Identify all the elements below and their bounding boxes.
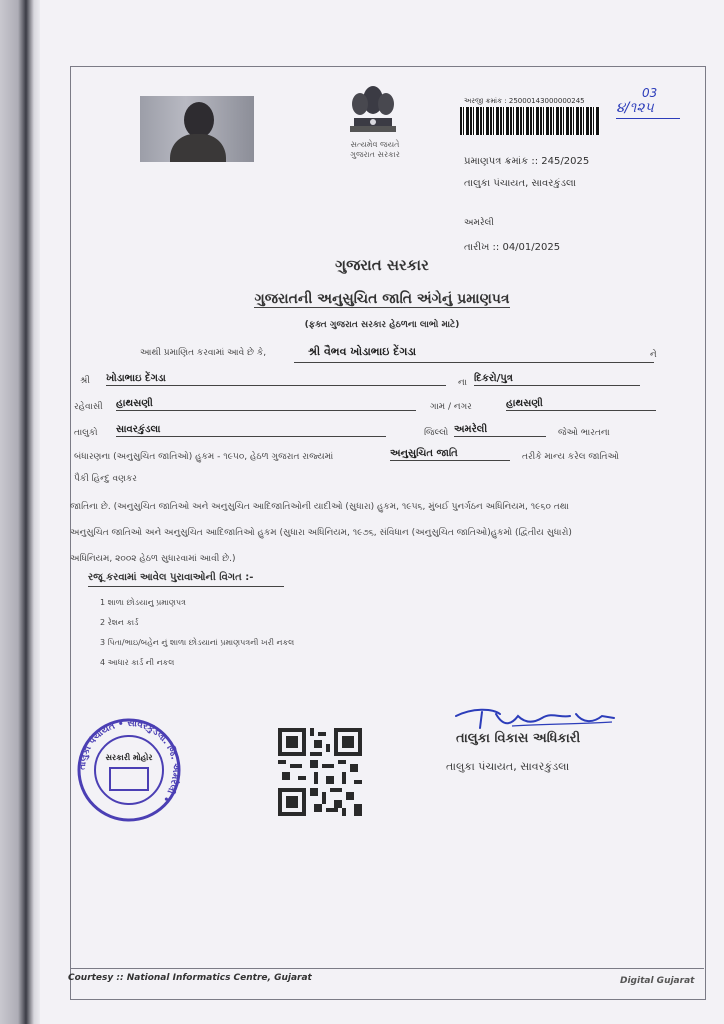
certificate-page (40, 0, 724, 1024)
title-certificate (40, 291, 724, 307)
evidence-item-2: 2 રેશન કાર્ડ (100, 618, 139, 627)
caste-value: હિન્દુ વણકર (91, 474, 137, 484)
evidence-heading: રજૂ કરવામાં આવેલ પુરાવાઓની વિગત :- (88, 572, 284, 587)
ne-text: ને (650, 350, 657, 360)
resident-value: હાથસણી (116, 398, 416, 411)
certificate-number: પ્રમાણપત્ર ક્રમાંક :: 245/2025 (464, 156, 590, 167)
applicant-name: શ્રી વૈભવ ખોડાભાઇ દેંગડા (308, 345, 417, 358)
handwritten-bottom: ૪/૧૨૫ (616, 100, 654, 116)
ashoka-emblem-icon (340, 76, 406, 136)
photo-body (170, 134, 226, 162)
applicant-name-underline (294, 362, 654, 363)
evidence-item-1: 1 શાળા છોડયાનુ પ્રમાણપત્ર (100, 598, 186, 607)
handwritten-top: 03 (642, 86, 658, 100)
village-value: હાથસણી (506, 398, 656, 411)
title-government: ગુજરાત સરકાર (335, 256, 429, 274)
legal-line-2: અનુસુચિત જાતિઓ અને અનુસુચિત આદિજાતિઓ હુકમ (સુધારા અધિનિયમ, ૧૯૭૬, સંવિધાન (અનુસુચિત જાતિઓ)હુકમો (દ્વિતીય સુધારો) (70, 528, 572, 538)
signature-icon (452, 704, 622, 734)
handwritten-underline (616, 118, 680, 119)
certify-text: આથી પ્રમાણિત કરવામાં આવે છે કે, (140, 348, 267, 358)
constitution-text: બંધારણના (અનુસુચિત જાતિઓ) હુકમ - ૧૯૫૦, હેઠળ ગુજરાત રાજ્યમાં (74, 452, 334, 462)
caste-line (74, 474, 137, 484)
scan-edge (0, 0, 40, 1024)
header-district: અમરેલી (464, 218, 494, 228)
father-name: ખોડાભાઇ દેંગડા (106, 373, 446, 386)
qr-code-icon (278, 728, 362, 816)
legal-paragraph (70, 494, 684, 572)
application-number-value: 25000143000000245 (508, 97, 585, 105)
recognised-text: તરીકે માન્ય કરેલ જાતિઓ (522, 452, 619, 462)
taluka-label: તાલુકો (74, 428, 98, 438)
signatory-designation: તાલુકા વિકાસ અધિકારી (456, 731, 581, 746)
photo-head (184, 102, 214, 138)
seal-ring-text: તાલુકા પંચાયત • સાવરકુંડલા. જિ. અમરેલી • (77, 718, 181, 804)
issue-date-value: 04/01/2025 (502, 242, 561, 253)
shri-prefix: શ્રી (80, 376, 90, 386)
barcode (460, 107, 600, 135)
footer-divider (70, 968, 704, 969)
issue-date: તારીખ :: 04/01/2025 (464, 242, 561, 253)
title-subtitle: (ફક્ત ગુજરાત સરકાર હેઠળના લાભો માટે) (304, 320, 460, 330)
emblem-caption (330, 140, 420, 160)
na-text: ના (458, 378, 467, 388)
certificate-number-value: 245/2025 (541, 156, 590, 167)
legal-line-3: અધિનિયમ, ૨૦૦૨ હેઠળ સુધારવામાં આવી છે.) (70, 554, 236, 564)
applicant-photo (140, 96, 254, 162)
resident-label: રહેવાસી (74, 402, 103, 412)
seal-center-text: સરકારી મોહોર (105, 753, 153, 762)
application-number: અરજી ક્રમાંક : 25000143000000245 (464, 97, 585, 105)
application-number-label: અરજી ક્રમાંક (464, 97, 503, 105)
district-value: અમરેલી (454, 424, 546, 437)
footer-courtesy: Courtesy :: National Informatics Centre, Gujarat (68, 973, 312, 983)
emblem-gov: ગુજરાત સરકાર (350, 150, 400, 159)
issue-date-label: તારીખ (464, 242, 490, 253)
district-label: જિલ્લો (424, 428, 449, 438)
header-office: તાલુકા પંચાયત, સાવરકુંડલા (464, 178, 576, 189)
category-value: અનુસુચિત જાતિ (390, 448, 510, 461)
legal-line-1: જાતિના છે. (અનુસુચિત જાતિઓ અને અનુસુચિત આદિજાતિઓની યાદીઓ (સુધારા) હુકમ, ૧૯૫૬, મુંબઈ પુનર્ગઠન અધિનિયમ, ૧૯૬૦ તથા (70, 502, 569, 512)
official-seal-icon (66, 718, 192, 822)
caste-prefix: પૈકી (74, 474, 89, 484)
evidence-item-4: 4 આધાર કાર્ડ ની નકલ (100, 658, 175, 667)
village-label: ગામ / નગર (430, 402, 472, 412)
title-certificate-text: ગુજરાતની અનુસુચિત જાતિ અંગેનું પ્રમાણપત્ર (254, 291, 510, 307)
emblem-motto: સત્યમેવ જયતે (350, 140, 400, 149)
handwritten-note (616, 86, 680, 119)
taluka-value: સાવરકુંડલા (116, 424, 386, 437)
evidence-item-3: 3 પિતા/ભાઇ/બહેન નું શાળા છોડયાનાં પ્રમાણપત્રની ખરી નકલ (100, 638, 295, 647)
signatory-office: તાલુકા પંચાયત, સાવરકુંડલા (446, 760, 570, 773)
bharat-text: જેઓ ભારતના (558, 428, 610, 438)
relation-value: દિકરો/પુત્ર (474, 373, 640, 386)
footer-digital-gujarat: Digital Gujarat (620, 976, 695, 986)
certificate-number-label: પ્રમાણપત્ર ક્રમાંક (464, 156, 529, 167)
